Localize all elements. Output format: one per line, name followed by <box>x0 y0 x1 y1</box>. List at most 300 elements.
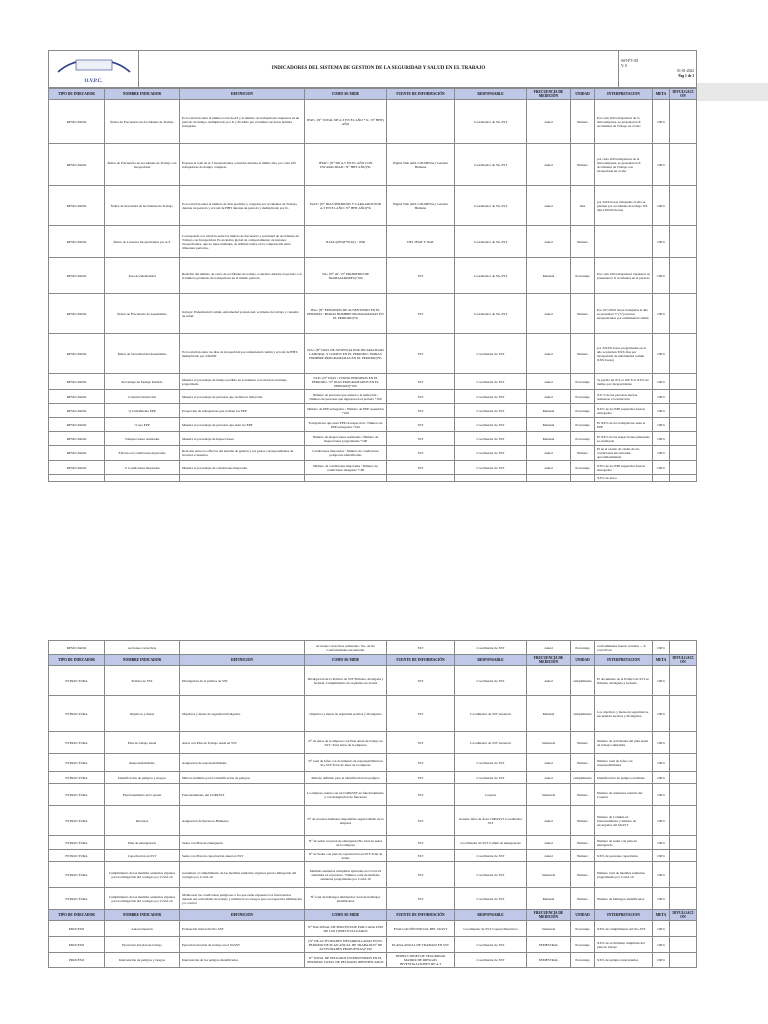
cell-interpretacion: XX% de los EPP requeridos fueron entregados <box>595 461 653 475</box>
cell-responsable: Coordinador de SG-SST <box>455 100 527 144</box>
column-header-definicion: DEFINICION <box>180 910 305 921</box>
cell-unidad: Porcentaje <box>571 258 595 294</box>
cell-interpretacion: por cada 100 trabajadores de la microempresa, se presentaron X Accidentes de Trabajo con incapacidad en el año <box>595 144 653 186</box>
cell-tipo: ESTRUCTURA <box>49 696 105 732</box>
cell-unidad: Numero <box>571 754 595 772</box>
cell-unidad: cumplimiento <box>571 772 595 784</box>
table-row <box>49 754 697 772</box>
cell-definicion <box>180 641 305 655</box>
table-row <box>49 461 697 475</box>
cell-definicion: Funcionamiento del COPASST <box>180 784 305 806</box>
cell-definicion: Relación entre los effectos del sistema de gestión y los gastos correspondientes de recursos e insumos <box>180 446 305 461</box>
cell-responsable: Coordinador de SST Gerencia <box>455 696 527 732</box>
cell-nombre: Responsabilidades <box>105 754 180 772</box>
cell-interpretacion: XX% de peligros intervenidos <box>595 953 653 968</box>
cell-responsable: Coordinador de SST Comité de emergencias <box>455 836 527 850</box>
column-header-fuente: FUENTE DE INFORMACIÓN <box>387 89 455 100</box>
cell-nombre: Ejecución del plan de trabajo <box>105 937 180 953</box>
cell-como-se-mide: N° total de Jefes con documento de responsabilidad en SG-SST/Total de Jefes de la empresa <box>305 754 387 772</box>
cell-interpretacion: El XX% de los trabajadores usan el EPP <box>595 418 653 432</box>
cell-fuente: PLANA ANUAL DE TRABAJO EN SST <box>387 937 455 953</box>
cell-definicion: Corresponde a la relación entre los índices de frecuencia y severidad de Accidentes de Trabajo con Incapacidad. Es un índice global de comportamiento de lesiones incapacitantes, que no tiene unidades, su utilidad radica en la comparación entre diferentes periodos. <box>180 226 305 258</box>
cell-frecuencia: SEMESTRAL <box>527 953 571 968</box>
cell-meta: 100% <box>653 641 670 655</box>
table-row <box>49 144 697 186</box>
cell-responsable: Coordinador de SST <box>455 862 527 888</box>
cell-interpretacion: Número total de medidas sanitarias programadas por Covid-19 <box>595 862 653 888</box>
cell-tipo: RESULTADO <box>49 258 105 294</box>
cell-unidad: Numero <box>571 850 595 862</box>
cell-tipo: ESTRUCTURA <box>49 754 105 772</box>
cell-nombre: Capacitación en SST <box>105 850 180 862</box>
cell-responsable: Coordinador de SST <box>455 850 527 862</box>
cell-fuente: SST <box>387 390 455 404</box>
cell-unidad: Numero <box>571 862 595 888</box>
column-header-frecuencia: FRECUENCIA DE MEDICIÓN <box>527 89 571 100</box>
table-row <box>49 446 697 461</box>
cell-frecuencia: Anual <box>527 836 571 850</box>
cell-definicion: Es la relación entre el número de días perdidos y cargados por accidentes de Trabajo, durante un periodo y el total de HHT durante un periodo y multiplicado por K. <box>180 186 305 226</box>
table-row <box>49 836 697 850</box>
cell-tipo: RESULTADO <box>49 144 105 186</box>
cell-unidad: Porcentaje <box>571 404 595 418</box>
cell-tipo: RESULTADO <box>49 334 105 374</box>
cell-como-se-mide: IFA= (N° EPISODIOS DE AUSENTISMO EN EL PERIODO / HORAS HOMBRE PROGRAMADAS EN EL PERIODO)*K <box>305 294 387 334</box>
cell-divulgacion <box>670 921 697 937</box>
cell-unidad: Numero <box>571 888 595 910</box>
cell-nombre: % uso EPP <box>105 418 180 432</box>
column-header-unidad: UNIDAD <box>571 89 595 100</box>
column-header-responsable: RESPONSABLE <box>455 910 527 921</box>
cell-frecuencia: Anual <box>527 850 571 862</box>
table-row <box>49 404 697 418</box>
document-version: V: 0 <box>621 64 628 68</box>
table-header-row <box>49 910 697 921</box>
cell-tipo: RESULTADO <box>49 446 105 461</box>
cell-fuente: SST <box>387 418 455 432</box>
cell-como-se-mide: Trabajadores que usan EPP en inspección / Número de EPP entregados *100 <box>305 418 387 432</box>
cell-nombre: %Inspecciones realizadas <box>105 432 180 446</box>
column-header-unidad: UNIDAD <box>571 655 595 666</box>
cell-fuente <box>387 475 455 482</box>
cell-unidad: Numero <box>571 732 595 754</box>
cell-como-se-mide: La empresa cuenta con un COPASST en funcionamiento y con designación de funciones <box>305 784 387 806</box>
cell-frecuencia: Anual <box>527 334 571 374</box>
cell-definicion: Sedes con Plan de emergencia <box>180 836 305 850</box>
cell-tipo: ESTRUCTURA <box>49 806 105 836</box>
cell-como-se-mide: %TP= (N° DIAS / TURNO PERDIDOS EN EL PERIODO / N° DIAS PROGRAMADOS EN EL PERIODO)*100 <box>305 374 387 390</box>
cell-tipo: ESTRUCTURA <box>49 784 105 806</box>
cell-como-se-mide: N° NACIONAL DE PERCENTAJE POR CADA UNO DE LOS ITEMS EVALUADOS <box>305 921 387 937</box>
table-row <box>49 418 697 432</box>
column-header-frecuencia: FRECUENCIA DE MEDICIÓN <box>527 655 571 666</box>
cell-responsable: Coordinador de SST <box>455 641 527 655</box>
cell-responsable: Coordinador de SG-SST <box>455 258 527 294</box>
cell-fuente: SST <box>387 446 455 461</box>
cell-responsable: Coordinador de SST <box>455 666 527 696</box>
cell-responsable: Coordinador de SST Gerencia <box>455 732 527 754</box>
cell-definicion: Muestra el porcentaje de personas que usan los EPP <box>180 418 305 432</box>
cell-tipo: RESULTADO <box>49 294 105 334</box>
cell-como-se-mide: IFAT= (N° TOTAL DE A.T EN EL AÑO * K / N° HHT) AÑO <box>305 100 387 144</box>
table-row <box>49 772 697 784</box>
cell-como-se-mide: N° TOTAL DE PELIGROS INTERVENIDOS EN EL PERIODO/ TOTAL DE PELIGROS IDENTIFICADOS <box>305 953 387 968</box>
cell-interpretacion: Identificación de peligros realizada <box>595 772 653 784</box>
cell-nombre <box>105 475 180 482</box>
cell-definicion: Relación del número de casos de accidentes de trabajo, ocurridos durante el periodo con el número promedio de trabajadores en el mismo periodo. <box>180 258 305 294</box>
cell-meta: 100% <box>653 921 670 937</box>
cell-definicion: Muestra el porcentaje de condiciones mejoradas <box>180 461 305 475</box>
column-header-interpretacion: INTERPRETACION <box>595 655 653 666</box>
cell-divulgacion <box>670 418 697 432</box>
cell-tipo: RESULTADO <box>49 226 105 258</box>
cell-meta: 100% <box>653 461 670 475</box>
column-header-tipo: TIPO DE INDICADOR <box>49 655 105 666</box>
column-header-divulgacion: DIVULGACION <box>670 655 697 666</box>
cell-unidad: Porcentaje <box>571 953 595 968</box>
cell-nombre: Cumplimiento de las medidas sanitarias vigentes para la mitigación del contagio por Covid-19 <box>105 888 180 910</box>
cell-unidad: Numero <box>571 334 595 374</box>
cell-definicion: Divulgación de la política de SST <box>180 666 305 696</box>
cell-responsable: Coordinador de SST <box>455 772 527 784</box>
cell-tipo: RESULTADO <box>49 404 105 418</box>
cell-como-se-mide: ISAT= (N° DIAS PERDIDOS Y CARGADOS POR A.T EN EL AÑO / N° HHT AÑO)*K <box>305 186 387 226</box>
cell-nombre: Índice de Lesiones Incapacitantes por A.T <box>105 226 180 258</box>
cell-divulgacion <box>670 475 697 482</box>
cell-interpretacion: XX% de personas capacitadas <box>595 850 653 862</box>
cell-unidad: Numero <box>571 806 595 836</box>
cell-divulgacion <box>670 806 697 836</box>
column-header-como-se-mide: COMO SE MIDE <box>305 910 387 921</box>
cell-unidad: Numero <box>571 836 595 850</box>
cell-nombre: Índice de Frecuencia de Accidentes de Trabajo con Incapacidad <box>105 144 180 186</box>
cell-divulgacion <box>670 461 697 475</box>
table-row <box>49 294 697 334</box>
cell-meta: 100% <box>653 666 670 696</box>
cell-divulgacion <box>670 446 697 461</box>
cell-definicion: Ejecución del plan de trabajo en el SGSST <box>180 937 305 953</box>
cell-tipo: RESULTADO <box>49 100 105 144</box>
cell-fuente: SST <box>387 836 455 850</box>
cell-fuente: SST <box>387 374 455 390</box>
table-row <box>49 784 697 806</box>
cell-como-se-mide: N° de recursos humanos disponibles según tamaño de la empresa <box>305 806 387 836</box>
cell-divulgacion <box>670 772 697 784</box>
table-row <box>49 641 697 655</box>
cell-fuente: SST <box>387 732 455 754</box>
cell-definicion: Proporción de trabajadores que reciben los EPP <box>180 404 305 418</box>
cell-divulgacion <box>670 294 697 334</box>
cell-frecuencia: Anual <box>527 666 571 696</box>
column-header-interpretacion: INTERPRETACION <box>595 910 653 921</box>
cell-meta: 100% <box>653 784 670 806</box>
cell-como-se-mide: IFIAT= (N° DE A.T EN EL AÑO CON INCAPACIDAD / N° HHT AÑO)*K <box>305 144 387 186</box>
cell-meta: 100% <box>653 696 670 732</box>
cell-definicion: Expresa el total de A.T incapacitantes ocurridos durante el último año, por cada 100 trabajadores de tiempo completo. <box>180 144 305 186</box>
cell-meta: 100% <box>653 418 670 432</box>
cell-responsable: Gerente Jefes de Área COPASST Coordinador SST <box>455 806 527 836</box>
cell-meta: 100% <box>653 258 670 294</box>
cell-interpretacion: Por cada 100 trabajadores de la microempresa, se presentaron X Accidentes de Trabajo en el año <box>595 100 653 144</box>
cell-definicion: Es la relación entre el número total de AT y el número de trabajadores expuestos en un período de tiempo, multiplicado por K y dividido por el número de horas hombre trabajadas. <box>180 100 305 144</box>
cell-fuente: SST <box>387 294 455 334</box>
cell-meta: 100% <box>653 937 670 953</box>
cell-fuente: SST <box>387 696 455 732</box>
cell-fuente: SST <box>387 772 455 784</box>
cell-fuente: SST <box>387 888 455 910</box>
cell-como-se-mide: Número de condiciones mejoradas / Número de condiciones inseguras *100 <box>305 461 387 475</box>
table-row <box>49 258 697 294</box>
column-header-nombre: NOMBRE INDICADOR <box>105 655 180 666</box>
cell-unidad <box>571 475 595 482</box>
cell-fuente: SST <box>387 862 455 888</box>
cell-frecuencia: Anual <box>527 390 571 404</box>
column-header-responsable: RESPONSABLE <box>455 655 527 666</box>
cell-meta: 100% <box>653 862 670 888</box>
cell-como-se-mide: ISA= (N° DIAS DE AUSENCIA POR INCAPACIDAD LABORAL Y COMUN EN EL PERIODO / HORAS HOMBRE PROGRAMADAS EN EL PERIODO)*K <box>305 334 387 374</box>
cell-divulgacion <box>670 432 697 446</box>
cell-responsable: Coordinador de SST <box>455 404 527 418</box>
cell-nombre: Acciones correctivas <box>105 641 180 655</box>
cell-nombre: Política de SST <box>105 666 180 696</box>
column-header-divulgacion: DIVULGACION <box>670 910 697 921</box>
cell-nombre: Índice de Frecuencia de Accidentes de Trabajo <box>105 100 180 144</box>
cell-responsable: Coordinador de SST Copasst Directivos <box>455 921 527 937</box>
cell-fuente: SST <box>387 784 455 806</box>
table-row <box>49 374 697 390</box>
cell-nombre: Objetivos y metas <box>105 696 180 732</box>
cell-nombre: Autoevaluación <box>105 921 180 937</box>
column-header-meta: META <box>653 910 670 921</box>
cell-tipo: PROCESO <box>49 937 105 953</box>
cell-responsable: Coordinador de SST <box>455 461 527 475</box>
cell-frecuencia: Semestral <box>527 732 571 754</box>
document-header <box>48 50 697 88</box>
column-header-interpretacion: INTERPRETACION <box>595 89 653 100</box>
cell-unidad: Porcentaje <box>571 432 595 446</box>
cell-interpretacion: XX% de los EPP requeridos fueron entregados <box>595 404 653 418</box>
cell-frecuencia: Anual <box>527 374 571 390</box>
indicators-table-2 <box>48 640 697 968</box>
cell-como-se-mide: Método definido para la identificación de peligros <box>305 772 387 784</box>
table-row <box>49 186 697 226</box>
cell-frecuencia: Semestral <box>527 921 571 937</box>
cell-tipo: RESULTADO <box>49 390 105 404</box>
cell-como-se-mide: (N° DE ACTIVIDADES DESARROLLADAS EN EL PERIODO DE PLAN ANUAL DE TRABAJO/N° DE ACTIVIDADES PROPUESTAS)*100 <box>305 937 387 953</box>
cell-frecuencia: Anual <box>527 806 571 836</box>
table-row <box>49 100 697 144</box>
cell-como-se-mide: Medidas sanitarias cumplidas aplicadas en Covid-19 atendidas en el periodo / Número total de medidas sanitarias programadas por Covid-19 <box>305 862 387 888</box>
table-row <box>49 432 697 446</box>
column-header-meta: META <box>653 89 670 100</box>
cell-responsable: Coordinador de SST <box>455 334 527 374</box>
cell-unidad: Porcentaje <box>571 641 595 655</box>
cell-divulgacion <box>670 953 697 968</box>
cell-divulgacion <box>670 186 697 226</box>
cell-meta: 100% <box>653 374 670 390</box>
cell-divulgacion <box>670 937 697 953</box>
cell-como-se-mide: Objetivos y metas de seguridad escritos y divulgados <box>305 696 387 732</box>
document-meta <box>619 51 697 88</box>
cell-fuente: INSPECCIONES DE SEGURIDAD MATRIZ DE RIESGOS INVESTIGACIONES DE A.T <box>387 953 455 968</box>
cell-divulgacion <box>670 334 697 374</box>
cell-tipo: PROCESO <box>49 953 105 968</box>
cell-unidad: Numero <box>571 784 595 806</box>
cell-meta: 100% <box>653 446 670 461</box>
cell-definicion: Garantizar el cumplimiento de las medidas sanitarias vigentes para la mitigación del contagio por Covid-19 <box>180 862 305 888</box>
cell-nombre: Porcentaje de Tiempo Perdido <box>105 374 180 390</box>
cell-fuente: SST <box>387 806 455 836</box>
cell-frecuencia: Anual <box>527 754 571 772</box>
cell-fuente: Página Web ARL COLMENA y Gestión Humana <box>387 186 455 226</box>
cell-divulgacion <box>670 888 697 910</box>
cell-tipo: ESTRUCTURA <box>49 836 105 850</box>
cell-frecuencia: Anual <box>527 294 571 334</box>
cell-frecuencia: Mensual <box>527 258 571 294</box>
cell-interpretacion: por XXXX horas programadas en el año se pierden XXX días por incapacidad de enfermedad común XXX horas) <box>595 334 653 374</box>
cell-divulgacion <box>670 862 697 888</box>
cell-divulgacion <box>670 732 697 754</box>
cell-como-se-mide: Acciones correctivas realizadas / No. de No Conformidades encontradas <box>305 641 387 655</box>
cell-frecuencia: Mensual <box>527 888 571 910</box>
cell-definicion: Muestra el porcentaje de tiempo perdido en accidentes con relación al tiempo programado. <box>180 374 305 390</box>
cell-unidad: Porcentaje <box>571 390 595 404</box>
column-header-fuente: FUENTE DE INFORMACIÓN <box>387 655 455 666</box>
cell-fuente: SST <box>387 850 455 862</box>
cell-responsable: Coordinador de SST <box>455 446 527 461</box>
indicators-table-1 <box>48 88 697 482</box>
cell-frecuencia: Anual <box>527 772 571 784</box>
table-row <box>49 953 697 968</box>
cell-fuente: SST <box>387 461 455 475</box>
cell-tipo: ESTRUCTURA <box>49 888 105 910</box>
table-row <box>49 732 697 754</box>
cell-divulgacion <box>670 784 697 806</box>
cell-divulgacion <box>670 754 697 772</box>
cell-como-se-mide: Número de personas que asisten a la inducción / Número de personas que ingresan en el periodo *100 <box>305 390 387 404</box>
cell-definicion: Es la relación entre los días de incapacidad por enfermedad común y el total de HHT, multiplicado por 240.000 <box>180 334 305 374</box>
cell-unidad: Porcentaje <box>571 937 595 953</box>
cell-nombre: Intervención de peligros y riesgos <box>105 953 180 968</box>
cell-responsable: Coordinador de SG-SST <box>455 144 527 186</box>
cell-frecuencia: SEMESTRAL <box>527 937 571 953</box>
table-header-row <box>49 655 697 666</box>
cell-interpretacion: Se perdió un X% el 100 X el XX% de tiempo por incapacidades <box>595 374 653 390</box>
cell-responsable: Copasst <box>455 784 527 806</box>
cell-tipo: ESTRUCTURA <box>49 666 105 696</box>
cell-meta: 100% <box>653 186 670 226</box>
cell-como-se-mide: TA= (N° AT / N° PROMEDIO DE TRABAJADORES)*100 <box>305 258 387 294</box>
table-row <box>49 937 697 953</box>
cell-responsable: Coordinador de SST <box>455 888 527 910</box>
cell-divulgacion <box>670 850 697 862</box>
table-row <box>49 696 697 732</box>
cell-definicion: Incluye: Enfermedad Común, enfermedad profesional, accidente de trabajo y consulta de salud. <box>180 294 305 334</box>
cell-interpretacion: Numero de hallazgos identificados <box>595 888 653 910</box>
cell-meta <box>653 475 670 482</box>
cell-meta: 100% <box>653 404 670 418</box>
cell-definicion: Muestra el porcentaje de personas que reciben la inducción. <box>180 390 305 404</box>
cell-divulgacion <box>670 144 697 186</box>
table-row <box>49 666 697 696</box>
cell-interpretacion <box>595 226 653 258</box>
cell-nombre: Cobertura Inducción <box>105 390 180 404</box>
cell-divulgacion <box>670 641 697 655</box>
cell-unidad: Porcentaje <box>571 418 595 432</box>
cell-frecuencia: Semestral <box>527 862 571 888</box>
cell-responsable: Coordinador de SST <box>455 418 527 432</box>
cell-divulgacion <box>670 390 697 404</box>
cell-tipo: RESULTADO <box>49 641 105 655</box>
selected-column-highlight <box>696 83 768 101</box>
cell-como-se-mide: ILIAT=(IFIAT*ISAT) / 1000 <box>305 226 387 258</box>
cell-tipo: ESTRUCTURA <box>49 850 105 862</box>
sheet-page-1 <box>48 50 696 524</box>
cell-interpretacion: Numero de reuniones reunido del Copasst <box>595 784 653 806</box>
cell-definicion: Sedes con Plan de capacitación anual en SST <box>180 850 305 862</box>
cell-interpretacion: XX% de actividades cumplidas del plan de trabajo <box>595 937 653 953</box>
cell-tipo: ESTRUCTURA <box>49 862 105 888</box>
cell-unidad: Porcentaje <box>571 461 595 475</box>
cell-interpretacion: conformidades fueron cerradas ... X correctivas <box>595 641 653 655</box>
cell-meta: 100% <box>653 850 670 862</box>
cell-unidad: Porcentaje <box>571 921 595 937</box>
cell-unidad: cumplimiento <box>571 666 595 696</box>
cell-interpretacion: XX % de las personas nuevas asistieron a la inducción <box>595 390 653 404</box>
column-header-definicion: DEFINICION <box>180 89 305 100</box>
column-header-nombre: NOMBRE INDICADOR <box>105 89 180 100</box>
cell-meta: 100% <box>653 836 670 850</box>
cell-como-se-mide: Condiciones mejoradas / Número de condiciones peligrosas identificadas <box>305 446 387 461</box>
cell-interpretacion: por XXX horas trabajadas al año se pierden por accidentes de trabajo XX días (365.00 horas) <box>595 186 653 226</box>
cell-meta: 100% <box>653 334 670 374</box>
cell-unidad: Porcentaje <box>571 374 595 390</box>
cell-meta: 100% <box>653 732 670 754</box>
cell-unidad: Numero <box>571 294 595 334</box>
cell-tipo: RESULTADO <box>49 374 105 390</box>
cell-frecuencia: Anual <box>527 144 571 186</box>
table-row <box>49 806 697 836</box>
cell-nombre: Plan de emergencias <box>105 836 180 850</box>
cell-responsable: Coordinador de SST <box>455 374 527 390</box>
logo-icon <box>54 54 134 80</box>
cell-meta: 100% <box>653 806 670 836</box>
cell-como-se-mide: N° de anios de la empresa con Plan anual de trabajo en SST /Total anios de la empresa <box>305 732 387 754</box>
column-header-como-se-mide: COMO SE MIDE <box>305 655 387 666</box>
column-header-fuente: FUENTE DE INFORMACIÓN <box>387 910 455 921</box>
cell-como-se-mide: Número de EPP entregados / Número de EPP requeridos *100 <box>305 404 387 418</box>
cell-nombre: Plan de trabajo anual <box>105 732 180 754</box>
column-header-tipo: TIPO DE INDICADOR <box>49 89 105 100</box>
cell-responsable: Coordinador de SST <box>455 937 527 953</box>
cell-tipo: ESTRUCTURA <box>49 772 105 784</box>
cell-meta: 100% <box>653 100 670 144</box>
cell-nombre: Índice de Severidad del Ausentismo <box>105 334 180 374</box>
cell-frecuencia: Anual <box>527 446 571 461</box>
cell-meta: 100% <box>653 432 670 446</box>
cell-frecuencia: Anual <box>527 641 571 655</box>
cell-nombre: Identificación de peligros y riesgos <box>105 772 180 784</box>
cell-fuente: SST <box>387 641 455 655</box>
cell-interpretacion: Los objetivos y metas de seguridad se encuentran escritos y divulgados. <box>595 696 653 732</box>
cell-fuente: DEL IFIAT Y ISAT <box>387 226 455 258</box>
cell-tipo: PROCESO <box>49 921 105 937</box>
cell-tipo: RESULTADO <box>49 461 105 475</box>
cell-interpretacion: XX% de cumplimiento del SG-SST <box>595 921 653 937</box>
cell-unidad: Numero <box>571 226 595 258</box>
cell-nombre: % Condiciones mejoradas <box>105 461 180 475</box>
cell-interpretacion: Número total de Jefes con responsabilidades <box>595 754 653 772</box>
